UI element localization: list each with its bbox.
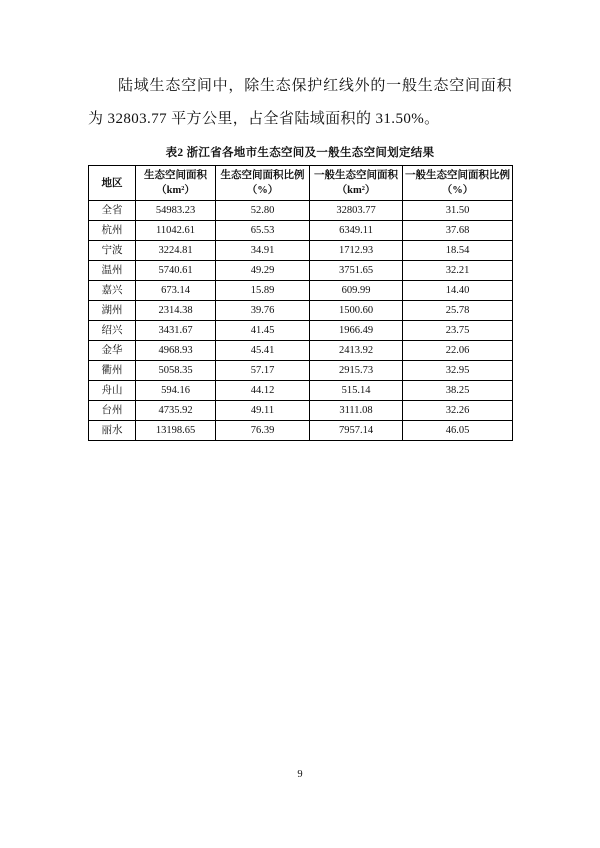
value-cell: 18.54 [403, 241, 513, 261]
value-cell: 5058.35 [136, 361, 216, 381]
column-header [403, 166, 513, 201]
table-row [89, 341, 513, 361]
table-row [89, 221, 513, 241]
column-header-unit: （km²） [336, 185, 376, 196]
column-header-label: 一般生态空间面积 [314, 170, 398, 181]
value-cell: 594.16 [136, 381, 216, 401]
table-row [89, 321, 513, 341]
column-header-label: 地区 [101, 177, 123, 189]
value-cell: 673.14 [136, 281, 216, 301]
table-body [89, 201, 513, 441]
value-cell: 23.75 [403, 321, 513, 341]
column-header-unit: （km²） [156, 185, 195, 196]
value-cell: 2915.73 [310, 361, 403, 381]
value-cell: 6349.11 [310, 221, 403, 241]
value-cell: 7957.14 [310, 421, 403, 441]
value-cell: 32.21 [403, 261, 513, 281]
table-row [89, 301, 513, 321]
column-header [136, 166, 216, 201]
value-cell: 13198.65 [136, 421, 216, 441]
value-cell: 32.26 [403, 401, 513, 421]
region-cell: 温州 [89, 261, 136, 281]
region-cell: 丽水 [89, 421, 136, 441]
table-row [89, 281, 513, 301]
value-cell: 65.53 [216, 221, 310, 241]
column-header [310, 166, 403, 201]
value-cell: 515.14 [310, 381, 403, 401]
eco-space-table [88, 165, 513, 441]
value-cell: 15.89 [216, 281, 310, 301]
region-cell: 衢州 [89, 361, 136, 381]
region-cell: 湖州 [89, 301, 136, 321]
column-header-label: 生态空间面积 [144, 170, 207, 181]
region-cell: 绍兴 [89, 321, 136, 341]
value-cell: 1500.60 [310, 301, 403, 321]
value-cell: 22.06 [403, 341, 513, 361]
table-row [89, 201, 513, 221]
value-cell: 3111.08 [310, 401, 403, 421]
page-number: 9 [297, 769, 303, 780]
region-cell: 杭州 [89, 221, 136, 241]
value-cell: 2314.38 [136, 301, 216, 321]
value-cell: 76.39 [216, 421, 310, 441]
value-cell: 34.91 [216, 241, 310, 261]
region-cell: 金华 [89, 341, 136, 361]
table-header-row [89, 166, 513, 201]
value-cell: 3431.67 [136, 321, 216, 341]
value-cell: 41.45 [216, 321, 310, 341]
column-header-label: 一般生态空间面积比例 [405, 170, 510, 181]
value-cell: 31.50 [403, 201, 513, 221]
region-cell: 舟山 [89, 381, 136, 401]
region-cell: 台州 [89, 401, 136, 421]
value-cell: 45.41 [216, 341, 310, 361]
value-cell: 32.95 [403, 361, 513, 381]
column-header [89, 166, 136, 201]
table-row [89, 361, 513, 381]
value-cell: 3224.81 [136, 241, 216, 261]
value-cell: 44.12 [216, 381, 310, 401]
value-cell: 1966.49 [310, 321, 403, 341]
value-cell: 52.80 [216, 201, 310, 221]
value-cell: 4968.93 [136, 341, 216, 361]
value-cell: 5740.61 [136, 261, 216, 281]
value-cell: 609.99 [310, 281, 403, 301]
region-cell: 全省 [89, 201, 136, 221]
value-cell: 57.17 [216, 361, 310, 381]
value-cell: 38.25 [403, 381, 513, 401]
column-header-unit: （%） [441, 185, 474, 196]
body-paragraph: 陆域生态空间中，除生态保护红线外的一般生态空间面积为 32803.77 平方公里，占全省陆域面积的 31.50%。 [88, 78, 512, 127]
column-header [216, 166, 310, 201]
value-cell: 46.05 [403, 421, 513, 441]
table-caption: 表2 浙江省各地市生态空间及一般生态空间划定结果 [165, 147, 435, 159]
value-cell: 54983.23 [136, 201, 216, 221]
table-row [89, 381, 513, 401]
value-cell: 49.11 [216, 401, 310, 421]
table-row [89, 401, 513, 421]
region-cell: 嘉兴 [89, 281, 136, 301]
value-cell: 25.78 [403, 301, 513, 321]
table-row [89, 241, 513, 261]
value-cell: 37.68 [403, 221, 513, 241]
value-cell: 49.29 [216, 261, 310, 281]
value-cell: 39.76 [216, 301, 310, 321]
value-cell: 2413.92 [310, 341, 403, 361]
value-cell: 4735.92 [136, 401, 216, 421]
column-header-label: 生态空间面积比例 [220, 170, 305, 181]
column-header-unit: （%） [246, 185, 279, 196]
table-row [89, 421, 513, 441]
value-cell: 14.40 [403, 281, 513, 301]
value-cell: 3751.65 [310, 261, 403, 281]
region-cell: 宁波 [89, 241, 136, 261]
value-cell: 1712.93 [310, 241, 403, 261]
table-row [89, 261, 513, 281]
value-cell: 11042.61 [136, 221, 216, 241]
value-cell: 32803.77 [310, 201, 403, 221]
